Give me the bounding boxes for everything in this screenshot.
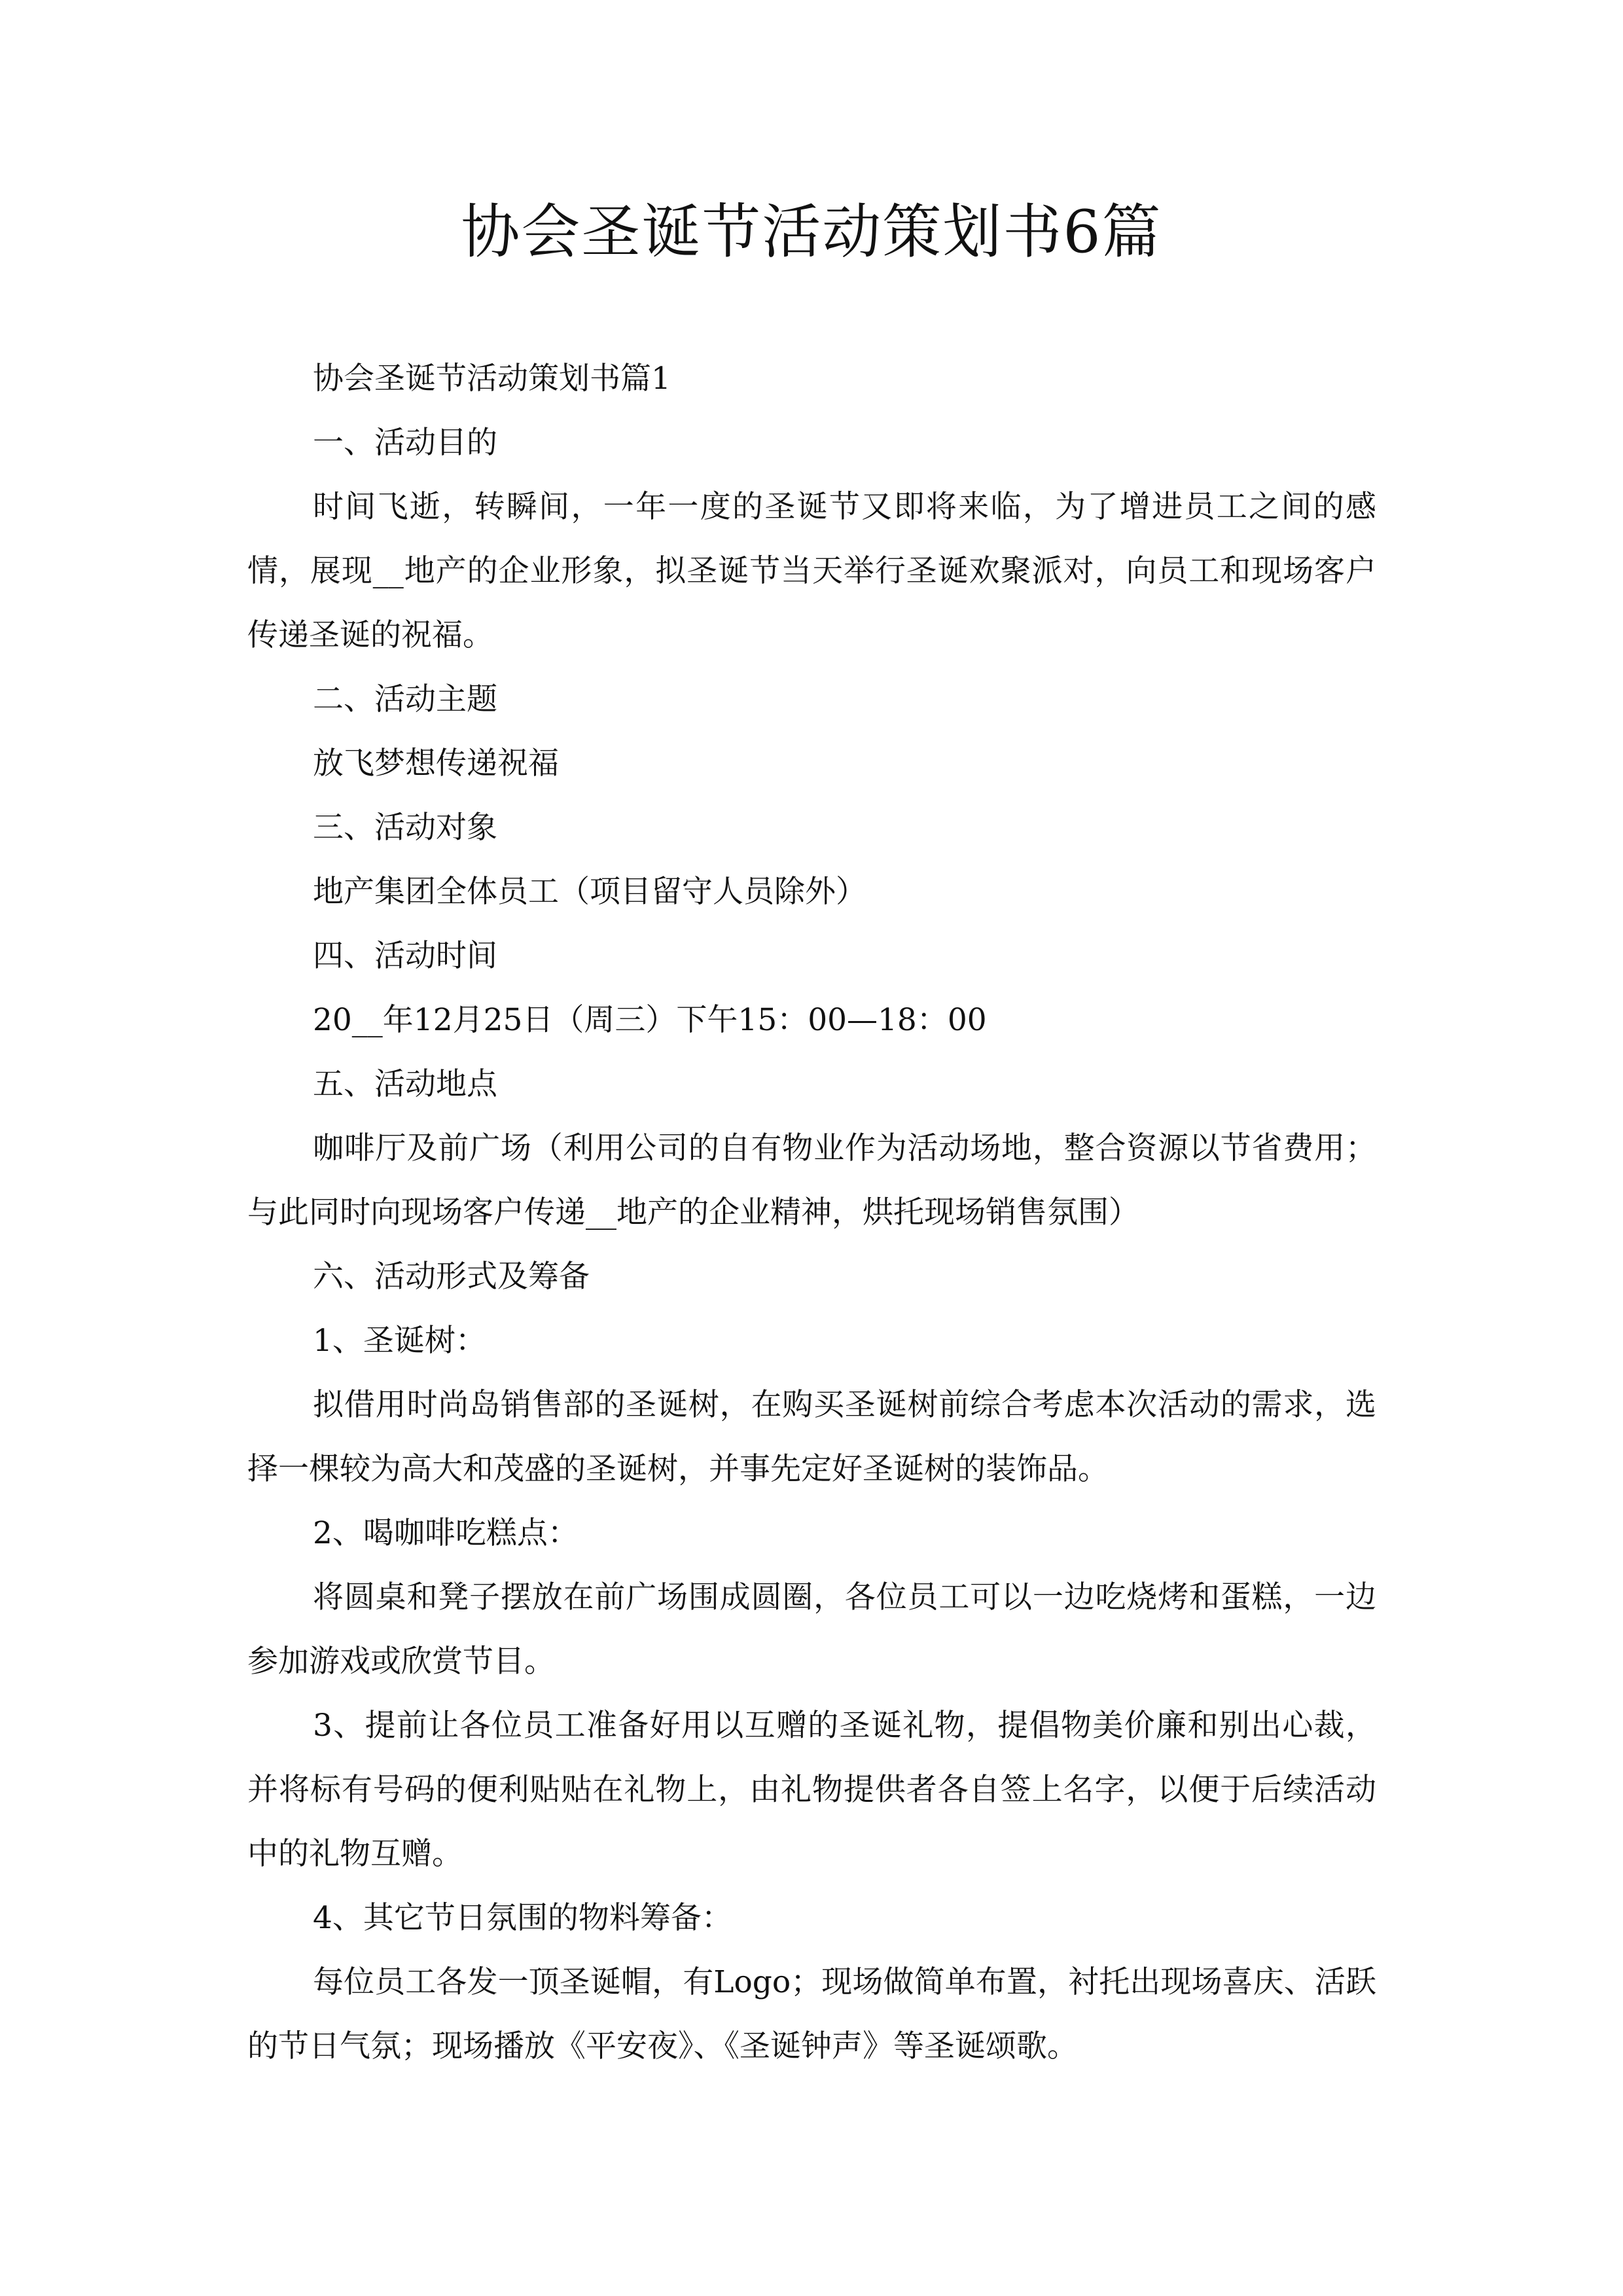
list-item-heading: 4、其它节日氛围的物料筹备： (313, 1900, 732, 1936)
list-item-heading: 2、喝咖啡吃糕点： (313, 1515, 579, 1551)
subheading: 六、活动形式及筹备 (313, 1259, 590, 1295)
paragraph: 将圆桌和凳子摆放在前广场围成圆圈，各位员工可以一边吃烧烤和蛋糕，一边参加游戏或欣赏节目。 (247, 1579, 1376, 1679)
paragraph: 地产集团全体员工（项目留守人员除外） (313, 874, 866, 910)
document-title: 协会圣诞节活动策划书6篇 (461, 198, 1162, 266)
paragraph: 每位员工各发一顶圣诞帽，有Logo；现场做简单布置，衬托出现场喜庆、活跃的节日气氛；现场播放《平安夜》、《圣诞钟声》等圣诞颂歌。 (247, 1964, 1376, 2064)
paragraph: 放飞梦想传递祝福 (313, 745, 559, 781)
subheading: 五、活动地点 (313, 1066, 497, 1102)
paragraph: 咖啡厅及前广场（利用公司的自有物业作为活动场地，整合资源以节省费用；与此同时向现场客户传递__地产的企业精神，烘托现场销售氛围） (247, 1130, 1376, 1230)
subheading: 二、活动主题 (313, 681, 497, 717)
paragraph: 20__年12月25日（周三）下午15：00—18：00 (313, 1002, 987, 1038)
section-heading: 协会圣诞节活动策划书篇1 (313, 361, 671, 397)
list-item-heading: 1、圣诞树： (313, 1323, 486, 1359)
document-body (247, 347, 1376, 2079)
paragraph: 3、提前让各位员工准备好用以互赠的圣诞礼物，提倡物美价廉和别出心裁，并将标有号码的便利贴贴在礼物上，由礼物提供者各自签上名字，以便于后续活动中的礼物互赠。 (247, 1708, 1376, 1872)
subheading: 四、活动时间 (313, 938, 497, 974)
subheading: 三、活动对象 (313, 810, 497, 846)
subheading: 一、活动目的 (313, 425, 497, 461)
paragraph: 拟借用时尚岛销售部的圣诞树，在购买圣诞树前综合考虑本次活动的需求，选择一棵较为高大和茂盛的圣诞树，并事先定好圣诞树的装饰品。 (247, 1387, 1376, 1487)
paragraph: 时间飞逝，转瞬间，一年一度的圣诞节又即将来临，为了增进员工之间的感情，展现__地产的企业形象，拟圣诞节当天举行圣诞欢聚派对，向员工和现场客户传递圣诞的祝福。 (247, 489, 1376, 653)
